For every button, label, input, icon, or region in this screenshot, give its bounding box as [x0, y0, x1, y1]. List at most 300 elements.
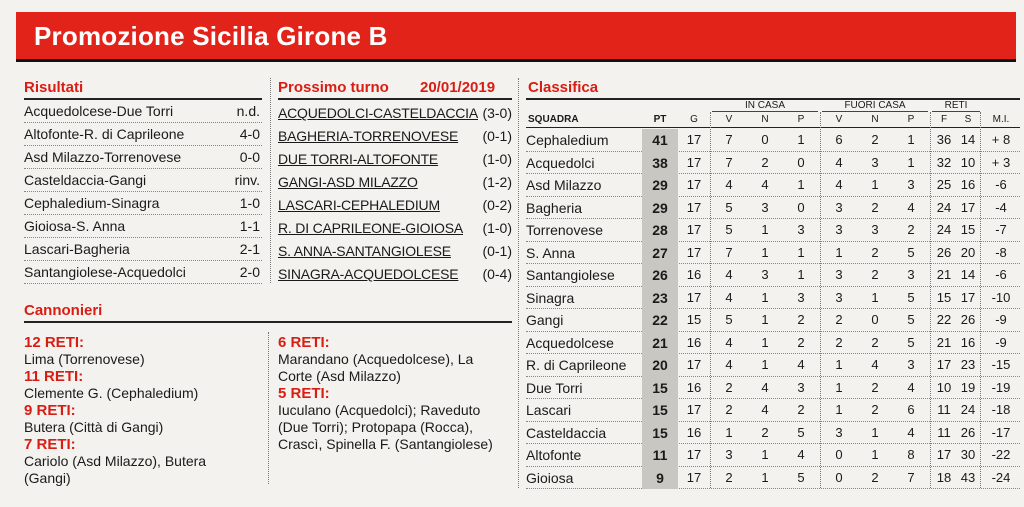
- col-p-fuori: P: [907, 114, 915, 125]
- standings-points: 41: [642, 129, 678, 152]
- standings-p1: 1: [797, 244, 805, 260]
- standings-n1: 2: [761, 154, 769, 170]
- standings-p1: 4: [797, 447, 805, 462]
- fixture-row: [278, 148, 512, 171]
- standings-points: 26: [642, 264, 678, 287]
- standings-f: 11: [937, 424, 951, 440]
- standings-n1: 3: [761, 199, 769, 215]
- standings-team: Santangiolese: [526, 267, 615, 283]
- standings-g: 17: [686, 447, 702, 462]
- standings-g: 16: [686, 379, 702, 395]
- standings-team: Acquedolci: [526, 154, 595, 171]
- standings-v1: 7: [725, 154, 733, 170]
- standings-mi: -9: [995, 334, 1007, 350]
- result-row: [24, 215, 262, 238]
- divider-scorers: [268, 332, 269, 484]
- standings-s: 16: [960, 177, 976, 192]
- standings-p2: 8: [907, 447, 915, 462]
- standings-v2: 3: [835, 222, 843, 237]
- standings-p1: 2: [797, 334, 805, 350]
- standings-mi: + 3: [991, 154, 1011, 170]
- standings-f: 21: [936, 267, 952, 282]
- standings-p1: 0: [797, 199, 805, 215]
- standings-team: Acquedolcese: [526, 334, 614, 351]
- fixture-row: [278, 194, 512, 217]
- result-match: Casteldaccia-Gangi: [24, 172, 147, 188]
- standings-mi: -4: [995, 199, 1007, 215]
- standings-n1: 1: [761, 334, 769, 350]
- result-score: 0-0: [239, 149, 260, 165]
- standings-p2: 5: [907, 289, 915, 305]
- result-row: [24, 192, 262, 215]
- header-in-casa: IN CASA: [712, 100, 818, 112]
- standings-g: 17: [686, 154, 702, 170]
- standings-n1: 3: [761, 267, 769, 282]
- divider-right: [518, 78, 519, 488]
- result-score: 2-1: [239, 241, 260, 257]
- header-fuori-casa: FUORI CASA: [822, 100, 928, 112]
- standings-team: Torrenovese: [526, 222, 604, 238]
- standings-p2: 5: [907, 334, 915, 350]
- standings-g: 15: [686, 312, 702, 327]
- standings-f: 25: [936, 177, 952, 192]
- standings-n1: 1: [761, 244, 769, 260]
- standings-g: 16: [686, 267, 702, 282]
- standings-f: 22: [936, 312, 952, 327]
- standings-n1: 1: [761, 447, 769, 462]
- standings-v1: 7: [725, 132, 733, 147]
- standings-v2: 0: [835, 447, 843, 462]
- standings-row: [526, 399, 1020, 422]
- result-row: [24, 123, 262, 146]
- result-match: Altofonte-R. di Caprileone: [24, 126, 185, 142]
- standings-v2: 3: [835, 199, 843, 215]
- standings-v1: 4: [725, 177, 733, 192]
- cannonieri-title: Cannonieri: [24, 302, 103, 319]
- col-mi: M.I.: [992, 114, 1010, 125]
- standings-p2: 7: [907, 469, 915, 485]
- result-score: 1-1: [239, 218, 260, 234]
- col-n-casa: N: [761, 114, 769, 125]
- standings-mi: -19: [991, 379, 1011, 395]
- standings-col-divider: [930, 112, 931, 488]
- result-row: [24, 146, 262, 169]
- standings-v1: 5: [725, 222, 733, 237]
- fixture-prev-score: (0-4): [482, 266, 512, 282]
- standings-f: 17: [936, 447, 952, 462]
- fixture-prev-score: (0-1): [482, 243, 512, 259]
- standings-row: [526, 467, 1020, 490]
- standings-v1: 2: [725, 402, 733, 417]
- standings-v2: 3: [835, 424, 843, 440]
- prossimo-date: 20/01/2019: [420, 79, 496, 96]
- standings-points: 23: [642, 287, 678, 310]
- standings-p1: 5: [797, 424, 805, 440]
- standings-f: 18: [936, 469, 952, 485]
- result-match: Santangiolese-Acquedolci: [24, 264, 186, 280]
- standings-v2: 4: [835, 154, 843, 170]
- standings-p1: 1: [797, 132, 805, 147]
- standings-v2: 1: [835, 379, 843, 395]
- scorer-names: Marandano (Acquedolcese), La Corte (Asd Milazzo): [278, 351, 474, 384]
- standings-v2: 1: [835, 244, 843, 260]
- scorer-names: Lima (Torrenovese): [24, 351, 145, 367]
- fixture-prev-score: (1-0): [482, 151, 512, 167]
- standings-points: 21: [642, 332, 678, 355]
- standings-team: Casteldaccia: [526, 424, 607, 441]
- standings-v2: 2: [835, 334, 843, 350]
- page-title: Promozione Sicilia Girone B: [34, 21, 388, 51]
- standings-v1: 2: [725, 469, 733, 485]
- standings-s: 14: [960, 267, 976, 282]
- standings-p2: 1: [907, 154, 915, 170]
- standings-row: [526, 174, 1020, 197]
- standings-row: [526, 152, 1020, 175]
- standings-g: 17: [686, 177, 702, 192]
- standings-v1: 4: [725, 357, 733, 372]
- standings-v2: 2: [835, 312, 843, 327]
- result-score: 1-0: [239, 195, 260, 211]
- standings-p2: 3: [907, 177, 915, 192]
- standings-s: 23: [960, 357, 976, 372]
- standings-col-divider: [820, 112, 821, 488]
- scorer-goals-heading: 7 RETI:: [24, 436, 76, 453]
- standings-v2: 3: [835, 267, 843, 282]
- standings-n2: 3: [871, 222, 879, 237]
- result-row: [24, 100, 262, 123]
- standings-mi: -10: [991, 289, 1011, 305]
- standings-v1: 4: [725, 334, 733, 350]
- standings-g: 17: [686, 402, 702, 417]
- standings-n1: 1: [761, 469, 769, 485]
- standings-row: [526, 422, 1020, 445]
- standings-row: [526, 354, 1020, 377]
- standings-f: 32: [936, 154, 952, 170]
- standings-p1: 3: [797, 379, 805, 395]
- standings-v2: 3: [835, 289, 843, 305]
- standings-v1: 4: [725, 289, 733, 305]
- standings-v1: 1: [725, 424, 733, 440]
- standings-g: 17: [686, 244, 702, 260]
- standings-row: [526, 197, 1020, 220]
- standings-n2: 2: [871, 132, 879, 147]
- standings-v2: 1: [835, 402, 843, 417]
- standings-v1: 4: [725, 267, 733, 282]
- standings-mi: -18: [991, 402, 1011, 417]
- standings-row: [526, 219, 1020, 242]
- fixture-prev-score: (1-0): [482, 220, 512, 236]
- standings-row: [526, 129, 1020, 152]
- prossimo-rule: [278, 98, 512, 100]
- fixture-row: [278, 217, 512, 240]
- scorers-col-2: [278, 334, 508, 453]
- standings-s: 26: [960, 312, 976, 327]
- standings-n2: 2: [871, 334, 879, 350]
- standings-points: 38: [642, 152, 678, 175]
- prossimo-title: Prossimo turno: [278, 79, 389, 96]
- standings-p2: 2: [907, 222, 915, 237]
- standings-p1: 2: [797, 312, 805, 327]
- standings-n1: 4: [761, 402, 769, 417]
- standings-n1: 2: [761, 424, 769, 440]
- standings-team: Gioiosa: [526, 469, 574, 486]
- col-s: S: [964, 114, 972, 125]
- result-score: n.d.: [236, 103, 260, 119]
- standings-team: Bagheria: [526, 199, 583, 216]
- scorer-goals-heading: 11 RETI:: [24, 368, 84, 385]
- standings-p1: 2: [797, 402, 805, 417]
- standings-row: [526, 377, 1020, 400]
- standings-p2: 4: [907, 199, 915, 215]
- standings-f: 11: [937, 402, 951, 417]
- result-score: 4-0: [239, 126, 260, 142]
- fixture-match: SINAGRA-ACQUEDOLCESE: [278, 266, 459, 282]
- col-v-casa: V: [725, 114, 733, 125]
- standings-mi: + 8: [991, 132, 1011, 147]
- standings-s: 43: [960, 469, 976, 485]
- standings-s: 16: [960, 334, 976, 350]
- standings-p2: 5: [907, 312, 915, 327]
- standings-s: 15: [960, 222, 976, 237]
- standings-team: Cephaledium: [526, 132, 609, 148]
- classifica-header: [526, 100, 1020, 128]
- result-match: Lascari-Bagheria: [24, 241, 130, 257]
- standings-n2: 2: [871, 469, 879, 485]
- standings-row: [526, 332, 1020, 355]
- col-f: F: [940, 114, 948, 125]
- standings-n1: 4: [761, 379, 769, 395]
- fixture-match: R. DI CAPRILEONE-GIOIOSA: [278, 220, 464, 236]
- result-row: [24, 169, 262, 192]
- standings-v1: 5: [725, 312, 733, 327]
- standings-points: 22: [642, 309, 678, 332]
- col-p-casa: P: [797, 114, 805, 125]
- col-pt: PT: [653, 114, 667, 125]
- classifica-title: Classifica: [528, 79, 599, 96]
- fixture-prev-score: (0-2): [482, 197, 512, 213]
- result-row: [24, 238, 262, 261]
- standings-team: Altofonte: [526, 447, 582, 463]
- standings-v2: 0: [835, 469, 843, 485]
- standings-n2: 1: [871, 447, 879, 462]
- standings-n2: 1: [871, 289, 879, 305]
- fixture-match: BAGHERIA-TORRENOVESE: [278, 128, 459, 144]
- result-match: Cephaledium-Sinagra: [24, 195, 160, 211]
- standings-points: 15: [642, 399, 678, 422]
- standings-points: 9: [642, 467, 678, 490]
- standings-col-divider: [980, 112, 981, 488]
- fixture-match: DUE TORRI-ALTOFONTE: [278, 151, 439, 167]
- standings-v1: 2: [725, 379, 733, 395]
- scorer-goals-heading: 5 RETI:: [278, 385, 330, 402]
- standings-n2: 0: [871, 312, 879, 327]
- standings-col-divider: [710, 112, 711, 488]
- standings-n2: 2: [871, 244, 879, 260]
- standings-row: [526, 444, 1020, 467]
- standings-n1: 0: [761, 132, 769, 147]
- divider-left: [270, 78, 271, 283]
- standings-team: Lascari: [526, 402, 572, 418]
- standings-n2: 1: [871, 424, 879, 440]
- standings-n2: 1: [871, 177, 879, 192]
- standings-mi: -6: [995, 177, 1007, 192]
- standings-s: 26: [960, 424, 976, 440]
- standings-points: 29: [642, 197, 678, 220]
- risultati-title: Risultati: [24, 79, 84, 96]
- fixture-row: [278, 263, 512, 286]
- standings-v1: 7: [725, 244, 733, 260]
- scorers-col-1: [24, 334, 244, 487]
- standings-row: [526, 287, 1020, 310]
- standings-n1: 1: [761, 312, 769, 327]
- fixture-match: GANGI-ASD MILAZZO: [278, 174, 418, 190]
- standings-g: 17: [686, 132, 702, 147]
- standings-n2: 2: [871, 379, 879, 395]
- standings-v1: 3: [725, 447, 733, 462]
- header-reti: RETI: [932, 100, 980, 112]
- col-squadra: SQUADRA: [528, 114, 579, 125]
- fixture-prev-score: (0-1): [482, 128, 512, 144]
- standings-points: 28: [642, 219, 678, 242]
- standings-f: 36: [936, 132, 952, 147]
- standings-g: 17: [686, 357, 702, 372]
- standings-g: 17: [686, 222, 702, 237]
- standings-row: [526, 264, 1020, 287]
- standings-points: 27: [642, 242, 678, 265]
- standings-p2: 3: [907, 357, 915, 372]
- standings-p1: 1: [797, 267, 805, 282]
- standings-n2: 2: [871, 267, 879, 282]
- standings-s: 17: [960, 199, 976, 215]
- standings-p1: 3: [797, 289, 805, 305]
- standings-f: 17: [936, 357, 952, 372]
- standings-team: Gangi: [526, 312, 564, 328]
- standings-team: Sinagra: [526, 289, 575, 306]
- standings-n2: 2: [871, 402, 879, 417]
- standings-n2: 3: [871, 154, 879, 170]
- standings-mi: -22: [991, 447, 1011, 462]
- result-row: [24, 261, 262, 284]
- fixture-prev-score: (3-0): [482, 105, 512, 121]
- col-g: G: [690, 114, 698, 125]
- result-match: Gioiosa-S. Anna: [24, 218, 126, 234]
- fixture-row: [278, 240, 512, 263]
- standings-points: 11: [642, 444, 678, 467]
- standings-p2: 6: [907, 402, 915, 417]
- standings-g: 16: [686, 334, 702, 350]
- standings-f: 26: [936, 244, 952, 260]
- standings-s: 19: [960, 379, 976, 395]
- standings-f: 24: [936, 199, 952, 215]
- scorer-names: Clemente G. (Cephaledium): [24, 385, 199, 401]
- standings-mi: -9: [995, 312, 1007, 327]
- standings-points: 15: [642, 377, 678, 400]
- fixture-row: [278, 125, 512, 148]
- standings-mi: -6: [995, 267, 1007, 282]
- cannonieri-rule: [24, 321, 512, 323]
- fixture-match: ACQUEDOLCI-CASTELDACCIA: [278, 105, 478, 121]
- standings-s: 20: [960, 244, 976, 260]
- standings-n2: 2: [871, 199, 879, 215]
- standings-p1: 4: [797, 357, 805, 372]
- fixture-match: LASCARI-CEPHALEDIUM: [278, 197, 440, 213]
- standings-points: 15: [642, 422, 678, 445]
- standings-p2: 5: [907, 244, 915, 260]
- scorer-names: Cariolo (Asd Milazzo), Butera (Gangi): [24, 453, 207, 486]
- standings-s: 24: [960, 402, 976, 417]
- standings-mi: -8: [995, 244, 1007, 260]
- standings-g: 17: [686, 289, 702, 305]
- standings-v2: 4: [835, 177, 843, 192]
- standings-p2: 1: [907, 132, 915, 147]
- standings-f: 15: [936, 289, 952, 305]
- standings-f: 21: [936, 334, 952, 350]
- fixture-match: S. ANNA-SANTANGIOLESE: [278, 243, 451, 259]
- standings-mi: -7: [995, 222, 1007, 237]
- standings-n1: 1: [761, 289, 769, 305]
- fixture-prev-score: (1-2): [482, 174, 512, 190]
- standings-f: 10: [936, 379, 952, 395]
- scorer-goals-heading: 6 RETI:: [278, 334, 330, 351]
- fixture-row: [278, 171, 512, 194]
- scorer-goals-heading: 9 RETI:: [24, 402, 76, 419]
- standings-p1: 0: [797, 154, 805, 170]
- standings-v1: 5: [725, 199, 733, 215]
- standings-p2: 4: [907, 379, 915, 395]
- standings-n2: 4: [871, 357, 879, 372]
- standings-team: S. Anna: [526, 244, 576, 261]
- col-n-fuori: N: [871, 114, 879, 125]
- result-score: 2-0: [239, 264, 260, 280]
- standings-p2: 3: [907, 267, 915, 282]
- standings-g: 16: [686, 424, 702, 440]
- standings-n1: 1: [761, 222, 769, 237]
- standings-s: 14: [960, 132, 976, 147]
- standings-mi: -17: [991, 424, 1011, 440]
- result-match: Asd Milazzo-Torrenovese: [24, 149, 182, 165]
- standings-mi: -15: [991, 357, 1011, 372]
- standings-mi: -24: [991, 469, 1011, 485]
- standings-p1: 1: [797, 177, 805, 192]
- fixture-row: [278, 102, 512, 125]
- standings-n1: 1: [761, 357, 769, 372]
- standings-n1: 4: [761, 177, 769, 192]
- standings-g: 17: [686, 469, 702, 485]
- scorer-names: Iuculano (Acquedolci); Raveduto (Due Torri); Protopapa (Rocca), Crascì, Spinella F. (Santangiolese): [278, 402, 493, 452]
- standings-p2: 4: [907, 424, 915, 440]
- title-banner: [16, 12, 1016, 62]
- standings-team: Due Torri: [526, 379, 583, 396]
- standings-g: 17: [686, 199, 702, 215]
- result-match: Acquedolcese-Due Torri: [24, 103, 174, 119]
- scorer-goals-heading: 12 RETI:: [24, 334, 85, 351]
- standings-p1: 5: [797, 469, 805, 485]
- standings-points: 29: [642, 174, 678, 197]
- standings-s: 10: [960, 154, 976, 170]
- standings-team: Asd Milazzo: [526, 177, 602, 193]
- standings-team: R. di Caprileone: [526, 357, 627, 373]
- standings-row: [526, 309, 1020, 332]
- standings-p1: 3: [797, 222, 805, 237]
- standings-row: [526, 242, 1020, 265]
- standings-v2: 1: [835, 357, 843, 372]
- standings-v2: 6: [835, 132, 843, 147]
- result-score: rinv.: [234, 172, 260, 188]
- standings-s: 17: [960, 289, 976, 305]
- standings-s: 30: [960, 447, 976, 462]
- scorer-names: Butera (Città di Gangi): [24, 419, 164, 435]
- standings-points: 20: [642, 354, 678, 377]
